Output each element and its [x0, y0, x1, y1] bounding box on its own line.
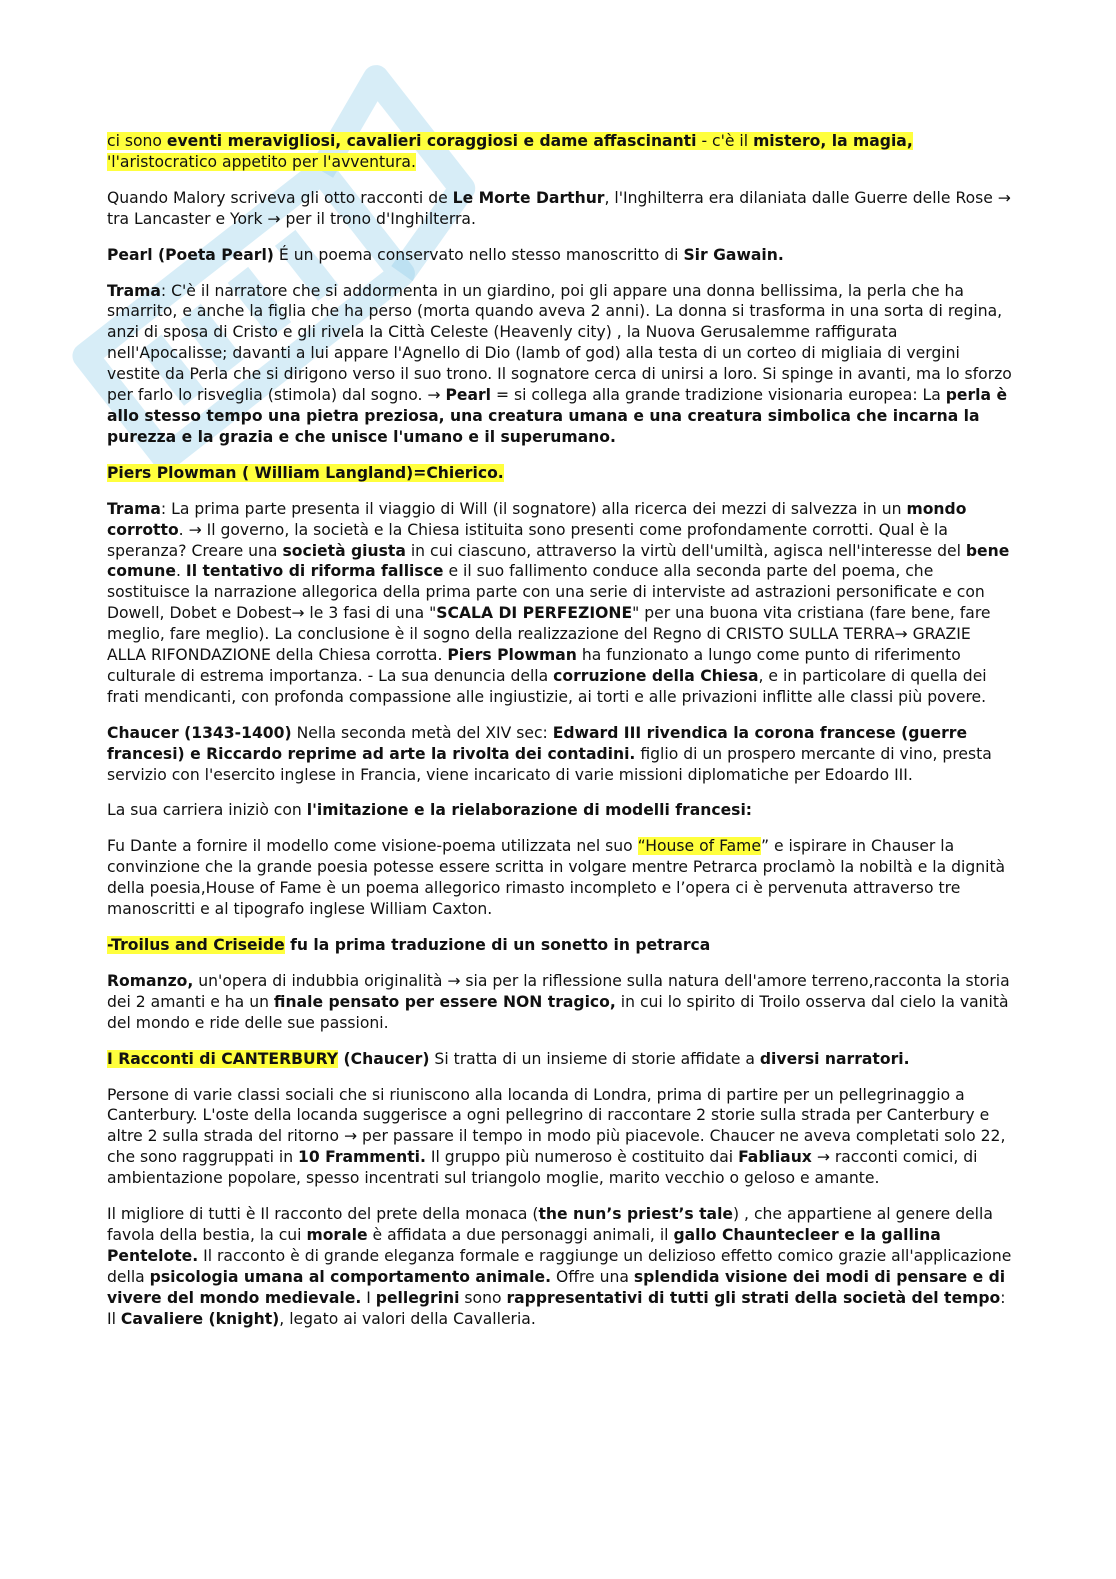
canterbury-heading-paragraph: I Racconti di CANTERBURY (Chaucer) Si tratta di un insieme di storie affidate a diversi narratori.	[107, 1049, 910, 1068]
canterbury-pilgrims-paragraph: Persone di varie classi sociali che si riuniscono alla locanda di Londra, prima di partire per un pellegrinaggio a Canterbury. L'oste della locanda suggerisce a ogni pellegrino di raccontare 2 storie sulla strada per Canterbury e altre 2 sulla strada del ritorno → per passare il tempo in modo più piacevole. Chaucer ne aveva completati solo 22, che sono raggruppati in 10 Frammenti. Il gruppo più numeroso è costituito dai Fabliaux → racconti comici, di ambientazione popolare, spesso incentrati sul triangolo moglie, marito vecchio o geloso e amante.	[107, 1085, 1006, 1188]
malory-paragraph: Quando Malory scriveva gli otto racconti de Le Morte Darthur, l'Inghilterra era dilaniata dalle Guerre delle Rose → tra Lancaster e York → per il trono d'Inghilterra.	[107, 188, 1011, 228]
document-body	[107, 131, 1012, 1345]
romanzo-paragraph: Romanzo, un'opera di indubbia originalità → sia per la riflessione sulla natura dell'amore terreno,racconta la storia dei 2 amanti e ha un finale pensato per essere NON tragico, in cui lo spirito di Troilo osserva dal cielo la vanità del mondo e ride delle sue passioni.	[107, 971, 1010, 1032]
house-of-fame-paragraph: Fu Dante a fornire il modello come visione-poema utilizzata nel suo “House of Fame” e ispirare in Chauser la convinzione che la grande poesia potesse essere scritta in volgare mentre Petrarca proclamò la nobiltà e la dignità della poesia,House of Fame è un poema allegorico rimasto incompleto e l’opera ci è pervenuta attraverso tre manoscritti e al tipografo inglese William Caxton.	[107, 837, 1006, 919]
intro-paragraph: ci sono eventi meravigliosi, cavalieri coraggiosi e dame affascinanti - c'è il mistero, la magia, 'l'aristocratico appetito per l'avventura.	[107, 132, 913, 171]
pearl-heading-paragraph: Pearl (Poeta Pearl) É un poema conservato nello stesso manoscritto di Sir Gawain.	[107, 245, 784, 264]
pearl-plot-paragraph: Trama: C'è il narratore che si addormenta in un giardino, poi gli appare una donna bellissima, la perla che ha smarrito, e anche la figlia che ha perso (morta quando aveva 2 anni). La donna si trasforma in una sorta di regina, anzi di sposa di Cristo e gli rivela la Città Celeste (Heavenly city) , la Nuova Gerusalemme raffigurata nell'Apocalisse; davanti a lui appare l'Agnello di Dio (lamb of god) alla testa di un corteo di migliaia di vergini vestite da Perla che si dirigono verso il suo trono. Il sognatore cerca di unirsi a loro. Si spinge in avanti, ma lo sforzo per farlo lo risveglia (stimola) dal sogno. → Pearl = si collega alla grande tradizione visionaria europea: La perla è allo stesso tempo una pietra preziosa, una creatura umana e una creatura simbolica che incarna la purezza e la grazia e che unisce l'umano e il superumano.	[107, 281, 1012, 446]
piers-plowman-heading: Piers Plowman ( William Langland)=Chierico.	[107, 463, 504, 482]
career-paragraph: La sua carriera iniziò con l'imitazione e la rielaborazione di modelli francesi:	[107, 801, 753, 820]
chaucer-paragraph: Chaucer (1343-1400) Nella seconda metà del XIV sec: Edward III rivendica la corona francese (guerre francesi) e Riccardo reprime ad arte la rivolta dei contadini. figlio di un prospero mercante di vino, presta servizio con l'esercito inglese in Francia, viene incaricato di varie missioni diplomatiche per Edoardo III.	[107, 723, 992, 784]
piers-plot-paragraph: Trama: La prima parte presenta il viaggio di Will (il sognatore) alla ricerca dei mezzi di salvezza in un mondo corrotto. → Il governo, la società e la Chiesa istituita sono presenti come profondamente corrotti. Qual è la speranza? Creare una società giusta in cui ciascuno, attraverso la virtù dell'umiltà, agisca nell'interesse del bene comune. Il tentativo di riforma fallisce e il suo fallimento conduce alla seconda parte del poema, che sostituisce la narrazione allegorica della prima parte con una serie di interviste ad astrazioni personificate e con Dowell, Dobet e Dobest→ le 3 fasi di una "SCALA DI PERFEZIONE" per una buona vita cristiana (fare bene, fare meglio, fare meglio). La conclusione è il sogno della realizzazione del Regno di CRISTO SULLA TERRA→ GRAZIE ALLA RIFONDAZIONE della Chiesa corrotta. Piers Plowman ha funzionato a lungo come punto di riferimento culturale di estrema importanza. - La sua denuncia della corruzione della Chiesa, e in particolare di quella dei frati mendicanti, con profonda compassione alle ingiustizie, ai torti e alle privazioni inflitte alle classi più povere.	[107, 499, 1010, 706]
troilus-heading: -Troilus and Criseide fu la prima traduzione di un sonetto in petrarca	[107, 936, 711, 954]
nuns-priest-tale-paragraph: Il migliore di tutti è Il racconto del prete della monaca (the nun’s priest’s tale) , che appartiene al genere della favola della bestia, la cui morale è affidata a due personaggi animali, il gallo Chauntecleer e la gallina Pentelote. Il racconto è di grande eleganza formale e raggiunge un delizioso effetto comico grazie all'applicazione della psicologia umana al comportamento animale. Offre una splendida visione dei modi di pensare e di vivere del mondo medievale. I pellegrini sono rappresentativi di tutti gli strati della società del tempo: Il Cavaliere (knight), legato ai valori della Cavalleria.	[107, 1205, 1012, 1328]
